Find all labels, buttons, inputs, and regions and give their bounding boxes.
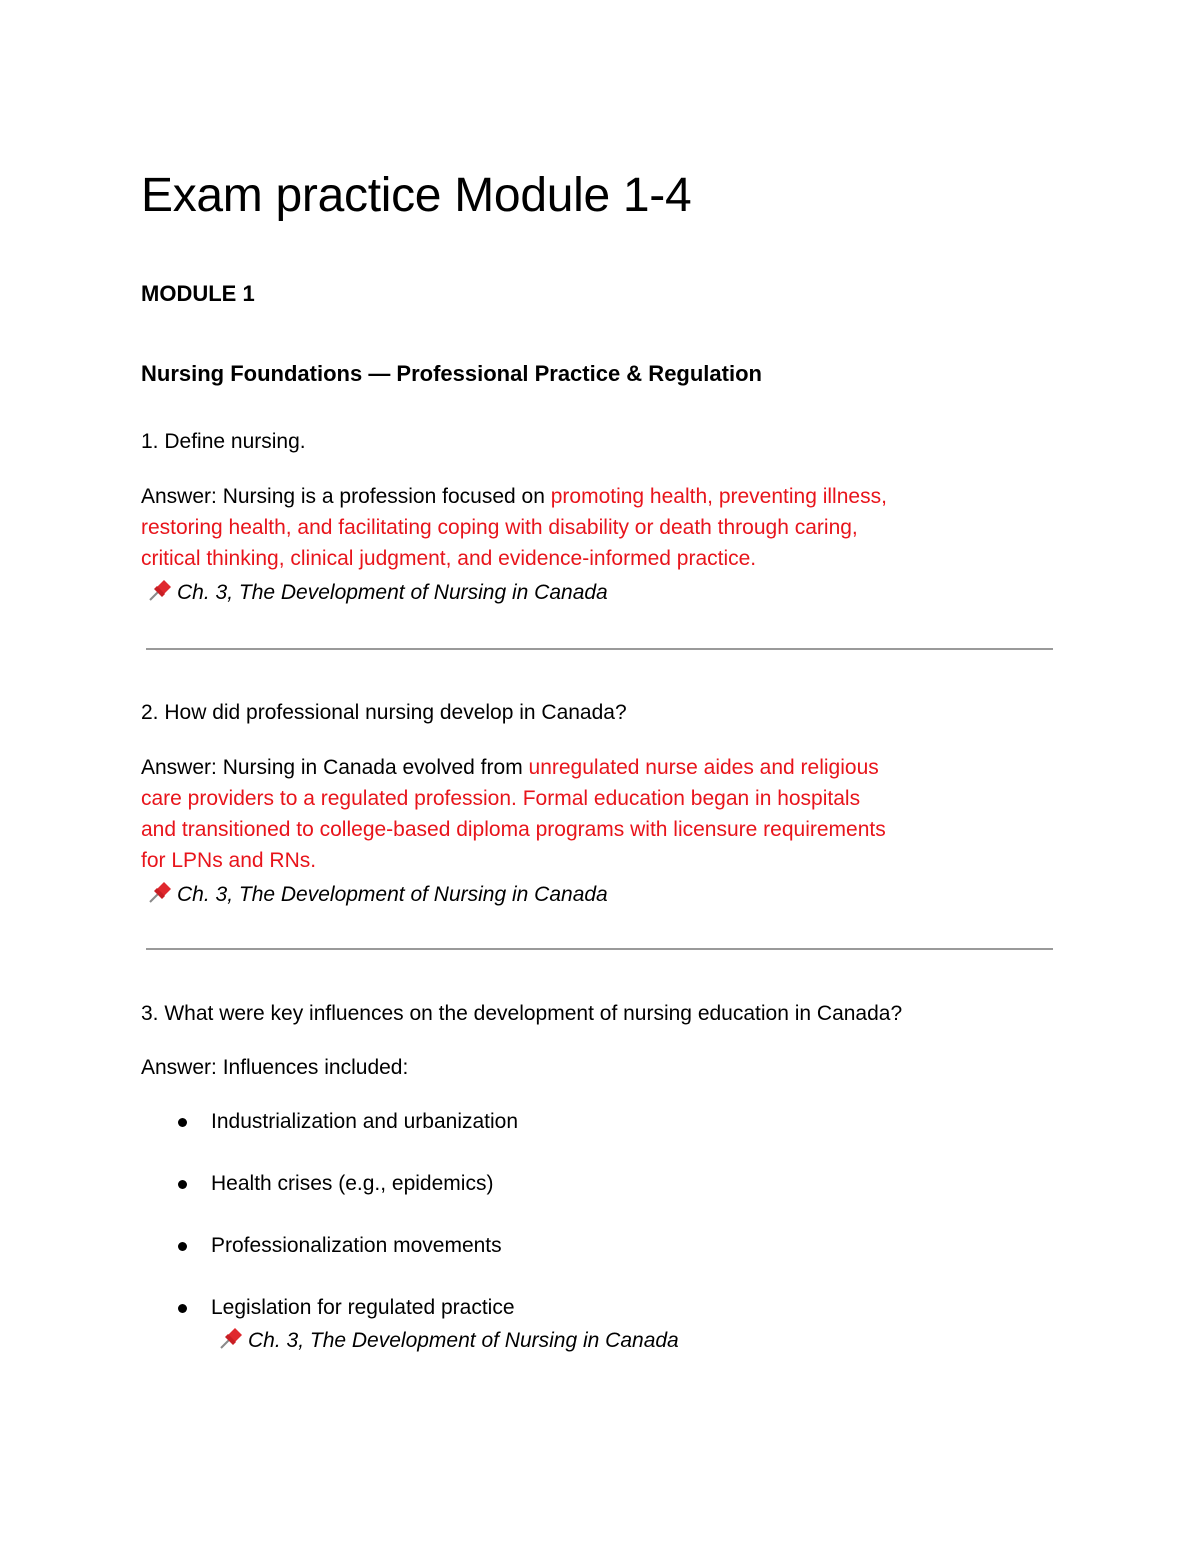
citation-3-text: Ch. 3, The Development of Nursing in Canada	[248, 1329, 679, 1352]
answer-2-line-4: for LPNs and RNs.	[141, 849, 317, 872]
answer-2-highlight-1: unregulated nurse aides and religious	[528, 756, 879, 779]
answer-3-intro: Answer: Influences included:	[141, 1056, 409, 1079]
document-title: Exam practice Module 1-4	[141, 169, 692, 222]
answer-2-line-1	[141, 752, 879, 783]
section-heading: Nursing Foundations — Professional Practice & Regulation	[141, 361, 762, 386]
answer-2-lead: Answer: Nursing in Canada evolved from	[141, 756, 529, 779]
list-item-text: Industrialization and urbanization	[211, 1110, 519, 1133]
bullet-icon	[178, 1242, 187, 1251]
answer-1-line-3: critical thinking, clinical judgment, and evidence-informed practice.	[141, 547, 757, 570]
list-item-text: Health crises (e.g., epidemics)	[211, 1172, 494, 1195]
answer-1-line-1	[141, 481, 887, 512]
citation-2	[147, 880, 608, 907]
answer-1-line-2: restoring health, and facilitating coping with disability or death through caring,	[141, 516, 858, 539]
question-2: 2. How did professional nursing develop in Canada?	[141, 701, 627, 724]
bullet-icon	[178, 1180, 187, 1189]
pushpin-icon	[147, 880, 173, 904]
citation-2-text: Ch. 3, The Development of Nursing in Canada	[177, 883, 608, 906]
pushpin-icon	[218, 1326, 244, 1350]
citation-1-text: Ch. 3, The Development of Nursing in Canada	[177, 581, 608, 604]
bullet-icon	[178, 1304, 187, 1313]
pushpin-icon	[147, 578, 173, 602]
answer-1-highlight-1: promoting health, preventing illness,	[550, 485, 887, 508]
answer-2-line-2: care providers to a regulated profession. Formal education began in hospitals	[141, 787, 861, 810]
answer-2-line-3: and transitioned to college-based diploma programs with licensure requirements	[141, 818, 886, 841]
list-item-text: Legislation for regulated practice	[211, 1296, 515, 1319]
citation-3	[218, 1326, 679, 1353]
list-item-text: Professionalization movements	[211, 1234, 502, 1257]
question-1: 1. Define nursing.	[141, 430, 306, 453]
module-heading: MODULE 1	[141, 281, 255, 306]
citation-1	[147, 578, 608, 605]
bullet-icon	[178, 1118, 187, 1127]
question-3: 3. What were key influences on the development of nursing education in Canada?	[141, 1002, 903, 1025]
divider-2	[146, 948, 1053, 950]
divider-1	[146, 648, 1053, 650]
answer-1-lead: Answer: Nursing is a profession focused on	[141, 485, 551, 508]
